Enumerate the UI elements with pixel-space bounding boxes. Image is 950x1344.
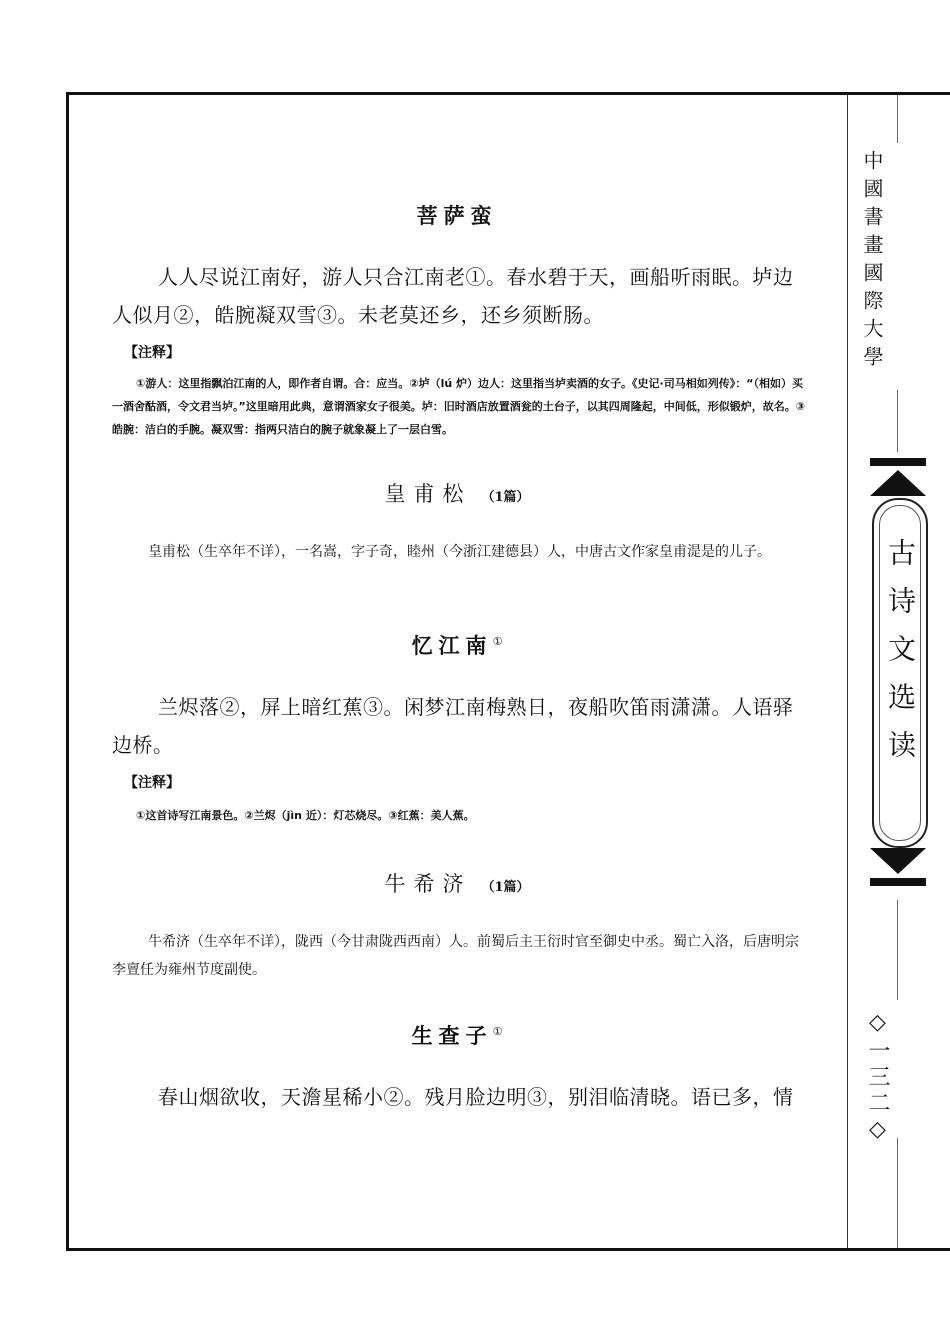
notes-text: ①这首诗写江南景色。②兰烬（jìn 近）：灯芯烧尽。③红蕉：美人蕉。	[136, 809, 475, 822]
poem-title-text: 生查子	[411, 1024, 493, 1048]
ornament-bottom	[870, 848, 926, 874]
band-bar-bottom	[870, 878, 926, 886]
frame-divider	[847, 95, 848, 1248]
frame-left-border	[66, 92, 69, 1251]
poem-body-pusaman: 人人尽说江南好，游人只合江南老①。春水碧于天，画船听雨眠。垆边人似月②，皓腕凝双雪③。未老莫还乡，还乡须断肠。	[112, 265, 794, 327]
author-name: 皇甫松	[384, 482, 472, 506]
notes-label: 【注释】	[124, 345, 180, 361]
poem-count: （1篇）	[481, 880, 530, 895]
notes-text: ①游人：这里指飘泊江南的人，即作者自谓。合：应当。②垆（lú 炉）边人：这里指当垆卖酒的女子。《史记·司马相如列传》：“（相如）买一酒舍酤酒，令文君当垆。”这里暗用此典，意谓酒家女子很美。垆：旧时酒店放置酒瓮的土台子，以其四周隆起，中间低，形似锻炉，故名。③皓腕：洁白的手腕。凝双雪：指两只洁白的腕子就象凝上了一层白雪。	[112, 377, 806, 436]
poem-title-text: 忆江南	[411, 634, 493, 658]
ornament-top	[870, 470, 926, 496]
university-name: 中國書畫國際大學	[860, 150, 884, 374]
poem-title-shengzhazi	[112, 1020, 802, 1050]
footnote-mark: ①	[492, 1025, 503, 1038]
band-rule-middle	[897, 390, 898, 452]
author-heading	[112, 478, 802, 508]
poem-body-shengzhazi: 春山烟欲收，天澹星稀小②。残月脸边明③，别泪临清晓。语已多，情	[158, 1085, 794, 1109]
band-rule-top	[897, 95, 898, 143]
frame-top-border	[66, 92, 950, 95]
poem-title-yijiangnan	[112, 630, 802, 660]
book-title: 古诗文选读	[884, 538, 917, 778]
author-bio: 皇甫松（生卒年不详），一名嵩，字子奇，睦州（今浙江建德县）人，中唐古文作家皇甫湜是的儿子。	[148, 544, 771, 560]
author-name: 牛希济	[384, 872, 472, 896]
band-bar-top	[870, 458, 926, 466]
band-rule-lower	[897, 900, 898, 1000]
band-rule-bottom	[897, 1138, 898, 1248]
author-heading	[112, 868, 802, 898]
author-bio: 牛希济（生卒年不详），陇西（今甘肃陇西西南）人。前蜀后主王衍时官至御史中丞。蜀亡入洛，后唐明宗李亶任为雍州节度副使。	[112, 934, 799, 978]
notes-label: 【注释】	[124, 775, 180, 791]
poem-title-pusaman: 菩萨蛮	[416, 204, 498, 228]
poem-count: （1篇）	[481, 490, 530, 505]
footnote-mark: ①	[492, 635, 503, 648]
page-number: ◇一三二◇	[865, 1010, 890, 1146]
poem-body-yijiangnan: 兰烬落②，屏上暗红蕉③。闲梦江南梅熟日，夜船吹笛雨潇潇。人语驿边桥。	[112, 695, 794, 757]
frame-bottom-border	[66, 1248, 950, 1251]
